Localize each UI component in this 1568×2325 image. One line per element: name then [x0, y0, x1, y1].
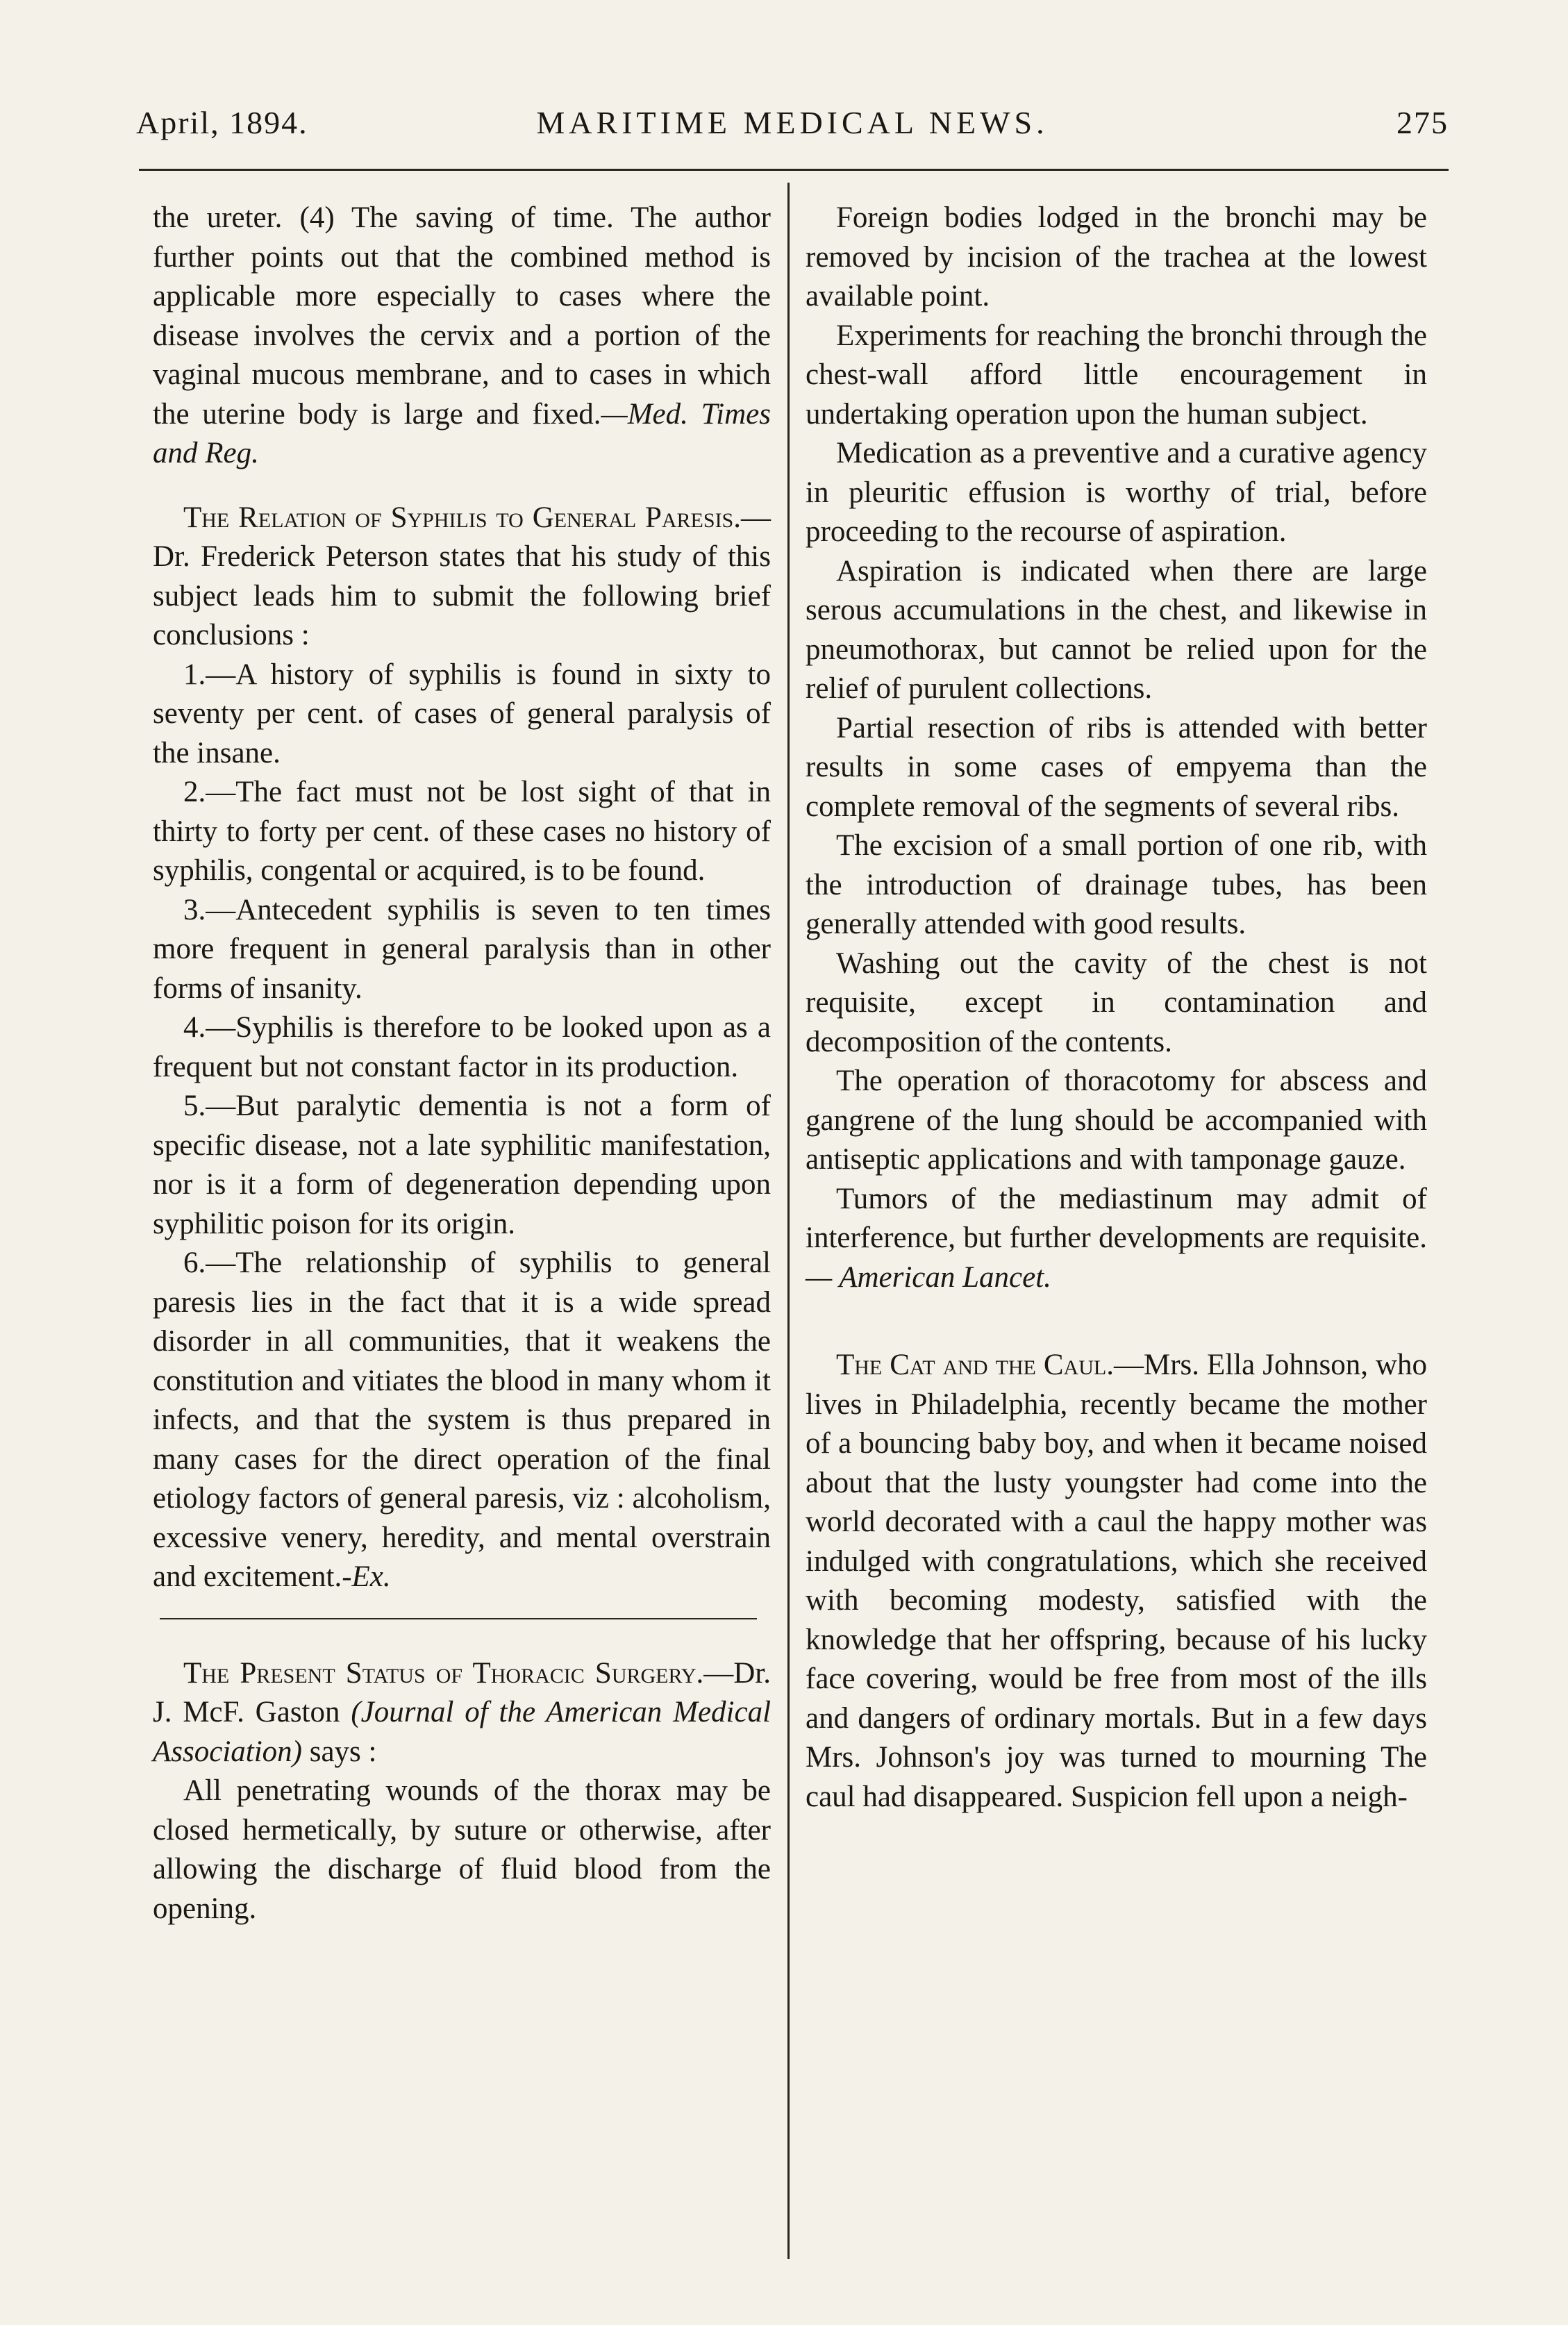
conclusion-item: 3.—Antecedent syphilis is seven to ten times more frequent in general paralysis than in other forms of insanity. — [153, 893, 771, 1005]
thoracic-point: Washing out the cavity of the chest is not requisite, except in contamination and decomposition of the contents. — [806, 947, 1427, 1058]
thoracic-point: Medication as a preventive and a curative agency in pleuritic effusion is worthy of trial, before proceeding to the recourse of aspiration. — [806, 437, 1427, 548]
thoracic-point: Foreign bodies lodged in the bronchi may be removed by incision of the trachea at the lowest available point. — [806, 201, 1427, 312]
thoracic-point: Tumors of the mediastinum may admit of interference, but further developments are requisite.— American Lancet. — [806, 1182, 1427, 1294]
column-divider — [787, 183, 790, 2259]
ureter-paragraph: the ureter. (4) The saving of time. The author further points out that the combined method is applicable more especially to cases where the disease involves the cervix and a portion of the vaginal mucous membrane, and to cases in which the uterine body is large and fixed.—Med. Times and Reg. — [153, 201, 771, 469]
article-heading: The Relation of Syphilis to General Paresis. — [183, 501, 741, 534]
thoracic-point: The operation of thoracotomy for abscess and gangrene of the lung should be accompanied with antiseptic applications and with tamponage gauze. — [806, 1065, 1427, 1176]
cat-caul-article: The Cat and the Caul.—Mrs. Ella Johnson, who lives in Philadelphia, recently became the mother of a bouncing baby boy, and when it became noised about that the lusty youngster had come into the world decorated with a caul the happy mother was indulged with congratulations, which she received with becoming modesty, satisfied with the knowledge that her offspring, because of his lucky face covering, would be free from most of the ills and dangers of ordinary mortals. But in a few days Mrs. Johnson's joy was turned to mourning The caul had disappeared. Suspicion fell upon a neigh- — [806, 1349, 1427, 1813]
citation: (Journal of the American Medical Association) — [153, 1696, 772, 1768]
page-header — [136, 104, 1449, 153]
thoracic-point: The excision of a small portion of one rib, with the introduction of drainage tubes, has been generally attended with good results. — [806, 829, 1427, 940]
issue-date: April, 1894. — [136, 105, 308, 140]
citation: — American Lancet. — [806, 1260, 1051, 1294]
thoracic-point: All penetrating wounds of the thorax may be closed hermetically, by suture or otherwise, after allowing the discharge of fluid blood from the opening. — [153, 1774, 771, 1925]
thoracic-point: Experiments for reaching the bronchi through the chest-wall afford little encouragement in undertaking operation upon the human subject. — [806, 319, 1427, 431]
thoracic-article-intro: The Present Status of Thoracic Surgery.—Dr. J. McF. Gaston (Journal of the American Medical Association) says : — [153, 1656, 772, 1768]
page-number: 275 — [1396, 105, 1449, 140]
header-rule — [139, 169, 1449, 171]
conclusion-item: 1.—A history of syphilis is found in sixty to seventy per cent. of cases of general paralysis of the insane. — [153, 658, 771, 769]
right-column — [806, 199, 1427, 1817]
section-divider — [160, 1597, 757, 1619]
conclusion-item: 2.—The fact must not be lost sight of that in thirty to forty per cent. of these cases no history of syphilis, congental or acquired, is to be found. — [153, 776, 771, 887]
journal-title: MARITIME MEDICAL NEWS. — [536, 105, 1049, 140]
syphilis-article-intro: The Relation of Syphilis to General Paresis.—Dr. Frederick Peterson states that his study of this subject leads him to submit the following brief conclusions : — [153, 501, 771, 651]
article-heading: The Cat and the Caul. — [836, 1349, 1114, 1381]
citation: -Ex. — [342, 1560, 391, 1593]
conclusion-item: 4.—Syphilis is therefore to be looked upon as a frequent but not constant factor in its production. — [153, 1011, 771, 1083]
thoracic-point: Partial resection of ribs is attended with better results in some cases of empyema than the complete removal of the segments of several ribs. — [806, 711, 1427, 823]
left-column — [153, 199, 771, 1928]
thoracic-point: Aspiration is indicated when there are large serous accumulations in the chest, and likewise in pneumothorax, but cannot be relied upon for the relief of purulent collections. — [806, 554, 1427, 705]
conclusion-item: 6.—The relationship of syphilis to general paresis lies in the fact that it is a wide spread disorder in all communities, that it weakens the constitution and vitiates the blood in many whom it infects, and that the system is thus prepared in many cases for the direct operation of the final etiology factors of general paresis, viz : alcoholism, excessive venery, heredity, and mental overstrain and excitement.-Ex. — [153, 1247, 771, 1593]
conclusion-item: 5.—But paralytic dementia is not a form of specific disease, not a late syphilitic manifestation, nor is it a form of degeneration depending upon syphilitic poison for its origin. — [153, 1090, 771, 1240]
article-heading: The Present Status of Thoracic Surgery. — [183, 1656, 704, 1690]
citation: —Med. Times and Reg. — [153, 397, 771, 469]
